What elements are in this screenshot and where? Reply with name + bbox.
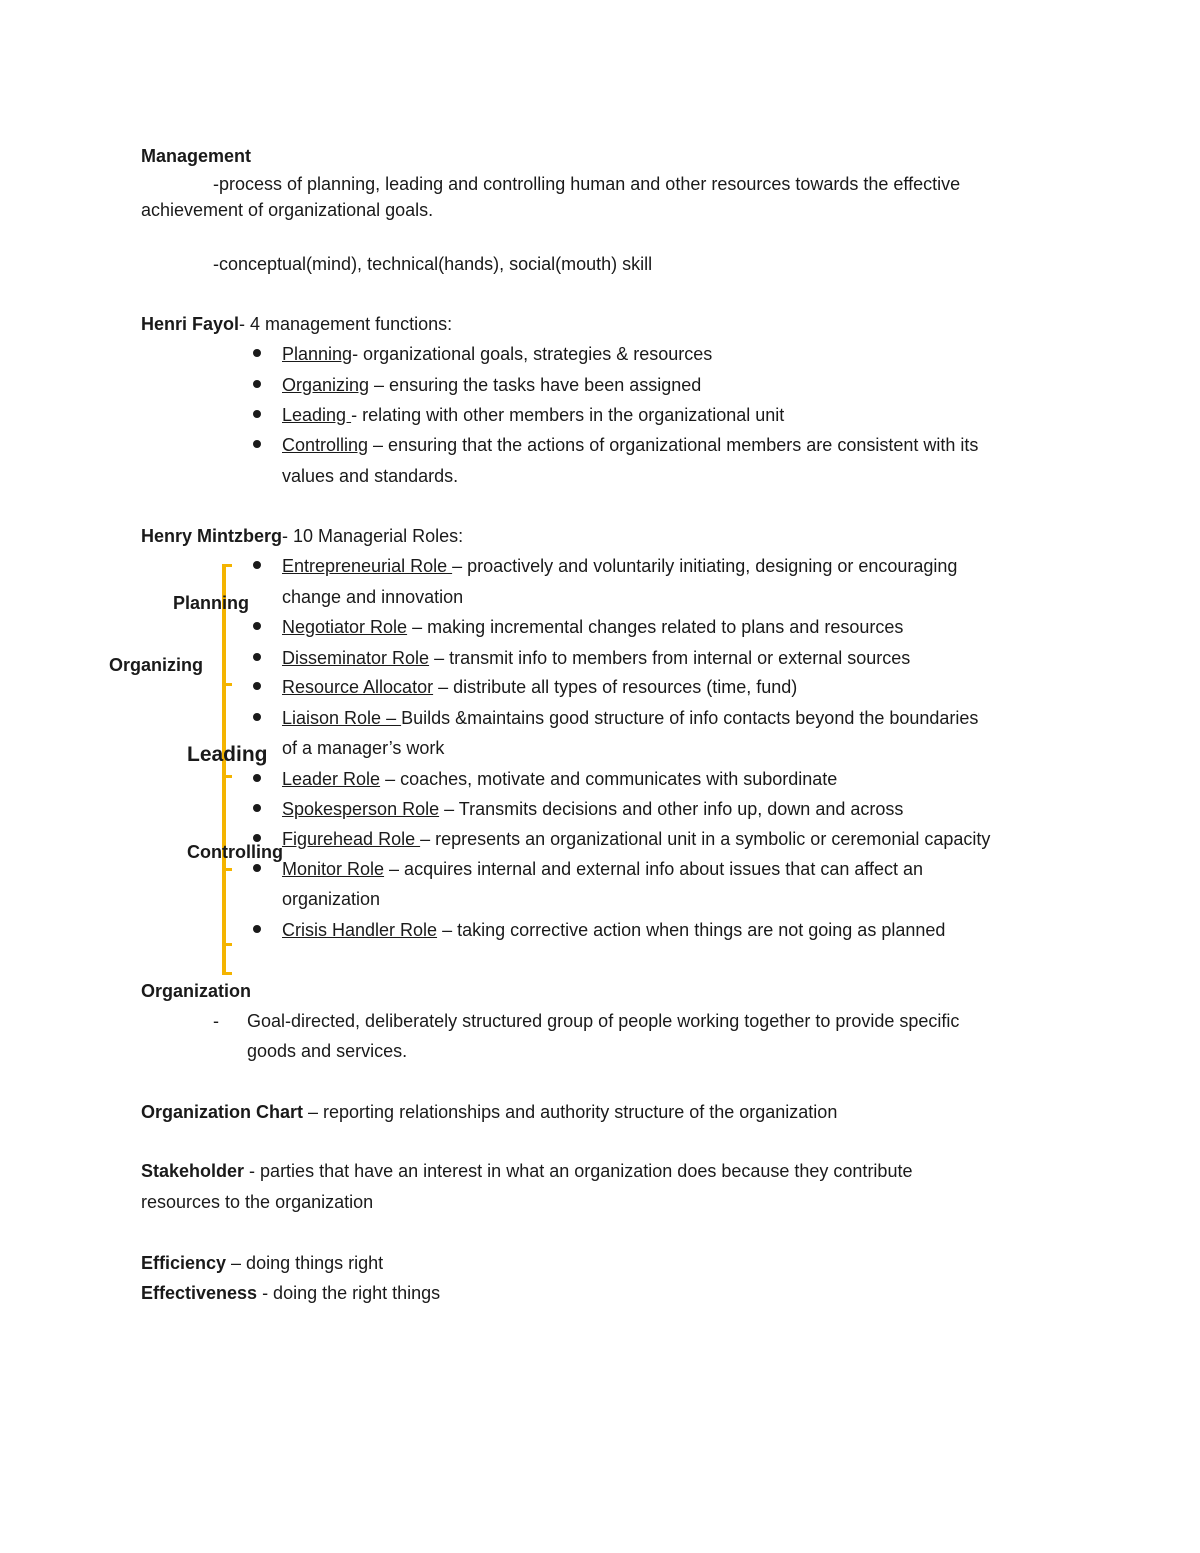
role-term: Figurehead Role: [282, 829, 421, 849]
fayol-item-term: Controlling: [282, 435, 369, 455]
bullet-icon: [253, 834, 261, 842]
role-desc: – acquires internal and external info about issues that can affect an: [384, 859, 924, 879]
role-desc: – making incremental changes related to plans and resources: [407, 617, 904, 637]
bullet-icon: [253, 380, 261, 388]
role-desc: – distribute all types of resources (time, fund): [433, 677, 798, 697]
bracket-tick: [222, 683, 232, 686]
bullet-icon: [253, 713, 261, 721]
org-chart-desc: – reporting relationships and authority structure of the organization: [303, 1102, 838, 1122]
role-desc: – coaches, motivate and communicates with subordinate: [380, 769, 838, 789]
management-definition-line1: -process of planning, leading and controlling human and other resources towards the effective: [213, 174, 961, 194]
role-entrepreneurial: [282, 557, 957, 575]
role-term: Crisis Handler Role: [282, 920, 438, 940]
role-monitor: [282, 860, 923, 878]
side-label-organizing: Organizing: [109, 655, 203, 675]
fayol-item-desc: – ensuring the tasks have been assigned: [369, 375, 702, 395]
role-spokesperson: [282, 800, 903, 818]
fayol-item-leading: [282, 406, 784, 424]
mintzberg-heading: [141, 527, 463, 545]
bullet-icon: [253, 440, 261, 448]
bullet-icon: [253, 561, 261, 569]
role-term: Resource Allocator: [282, 677, 434, 697]
role-term: Disseminator Role: [282, 648, 430, 668]
bullet-icon: [253, 349, 261, 357]
organization-heading: Organization: [141, 981, 252, 1001]
role-disseminator: [282, 649, 910, 667]
role-desc: – Transmits decisions and other info up, down and across: [439, 799, 904, 819]
stakeholder-desc: - parties that have an interest in what an organization does because they contribute: [244, 1161, 913, 1181]
mintzberg-name: Henry Mintzberg: [141, 526, 283, 546]
management-skills: -conceptual(mind), technical(hands), social(mouth) skill: [213, 254, 653, 274]
management-definition-line2: achievement of organizational goals.: [141, 200, 434, 220]
role-term: Negotiator Role: [282, 617, 408, 637]
bullet-icon: [253, 864, 261, 872]
bracket-tick: [222, 868, 232, 871]
bullet-icon: [253, 774, 261, 782]
side-label-controlling: Controlling: [187, 842, 283, 862]
role-leader: [282, 770, 837, 788]
side-label-leading: Leading: [187, 743, 268, 766]
side-label-planning: Planning: [173, 593, 249, 613]
role-resource-allocator: [282, 678, 797, 696]
role-figurehead: [282, 830, 990, 848]
organization-dash: -: [213, 1011, 219, 1031]
stakeholder-definition: [141, 1162, 912, 1180]
fayol-item-term: Leading: [282, 405, 352, 425]
bullet-icon: [253, 804, 261, 812]
stakeholder-definition-cont: resources to the organization: [141, 1192, 374, 1212]
efficiency-desc: – doing things right: [226, 1253, 384, 1273]
role-desc: – represents an organizational unit in a symbolic or ceremonial capacity: [420, 829, 991, 849]
fayol-intro: - 4 management functions:: [239, 314, 453, 334]
role-desc: – taking corrective action when things are not going as planned: [437, 920, 946, 940]
fayol-item-controlling: [282, 436, 978, 454]
fayol-item-desc: – ensuring that the actions of organizational members are consistent with its: [368, 435, 979, 455]
effectiveness-definition: [141, 1284, 440, 1302]
role-term: Leader Role: [282, 769, 381, 789]
management-heading: Management: [141, 146, 252, 166]
fayol-item-controlling-cont: values and standards.: [282, 466, 459, 486]
fayol-heading: [141, 315, 452, 333]
bullet-icon: [253, 925, 261, 933]
bracket-tick: [222, 943, 232, 946]
effectiveness-desc: - doing the right things: [257, 1283, 441, 1303]
fayol-item-planning: [282, 345, 712, 363]
fayol-item-desc: - relating with other members in the organizational unit: [351, 405, 785, 425]
fayol-item-desc: - organizational goals, strategies & resources: [352, 344, 713, 364]
role-crisis-handler: [282, 921, 945, 939]
role-liaison: [282, 709, 978, 727]
bracket-tick: [222, 972, 232, 975]
role-term: Entrepreneurial Role: [282, 556, 453, 576]
fayol-item-organizing: [282, 376, 701, 394]
role-term: Monitor Role: [282, 859, 385, 879]
mintzberg-intro: - 10 Managerial Roles:: [282, 526, 464, 546]
stakeholder-term: Stakeholder: [141, 1161, 245, 1181]
role-term: Spokesperson Role: [282, 799, 440, 819]
function-bracket: [222, 564, 226, 975]
fayol-item-term: Organizing: [282, 375, 370, 395]
role-entrepreneurial-cont: change and innovation: [282, 587, 464, 607]
fayol-name: Henri Fayol: [141, 314, 240, 334]
fayol-item-term: Planning: [282, 344, 353, 364]
organization-definition-line2: goods and services.: [247, 1041, 408, 1061]
bracket-tick: [222, 564, 232, 567]
role-negotiator: [282, 618, 903, 636]
bullet-icon: [253, 622, 261, 630]
bracket-tick: [222, 775, 232, 778]
efficiency-term: Efficiency: [141, 1253, 227, 1273]
role-desc: – transmit info to members from internal or external sources: [429, 648, 911, 668]
bullet-icon: [253, 682, 261, 690]
efficiency-definition: [141, 1254, 383, 1272]
org-chart-definition: [141, 1103, 837, 1121]
role-desc: Builds &maintains good structure of info contacts beyond the boundaries: [401, 708, 979, 728]
organization-definition-line1: Goal-directed, deliberately structured group of people working together to provide specific: [247, 1011, 960, 1031]
role-monitor-cont: organization: [282, 889, 381, 909]
role-desc: – proactively and voluntarily initiating, designing or encouraging: [452, 556, 958, 576]
effectiveness-term: Effectiveness: [141, 1283, 258, 1303]
bullet-icon: [253, 410, 261, 418]
role-term: Liaison Role –: [282, 708, 402, 728]
org-chart-term: Organization Chart: [141, 1102, 304, 1122]
role-liaison-cont: of a manager’s work: [282, 738, 445, 758]
bullet-icon: [253, 653, 261, 661]
